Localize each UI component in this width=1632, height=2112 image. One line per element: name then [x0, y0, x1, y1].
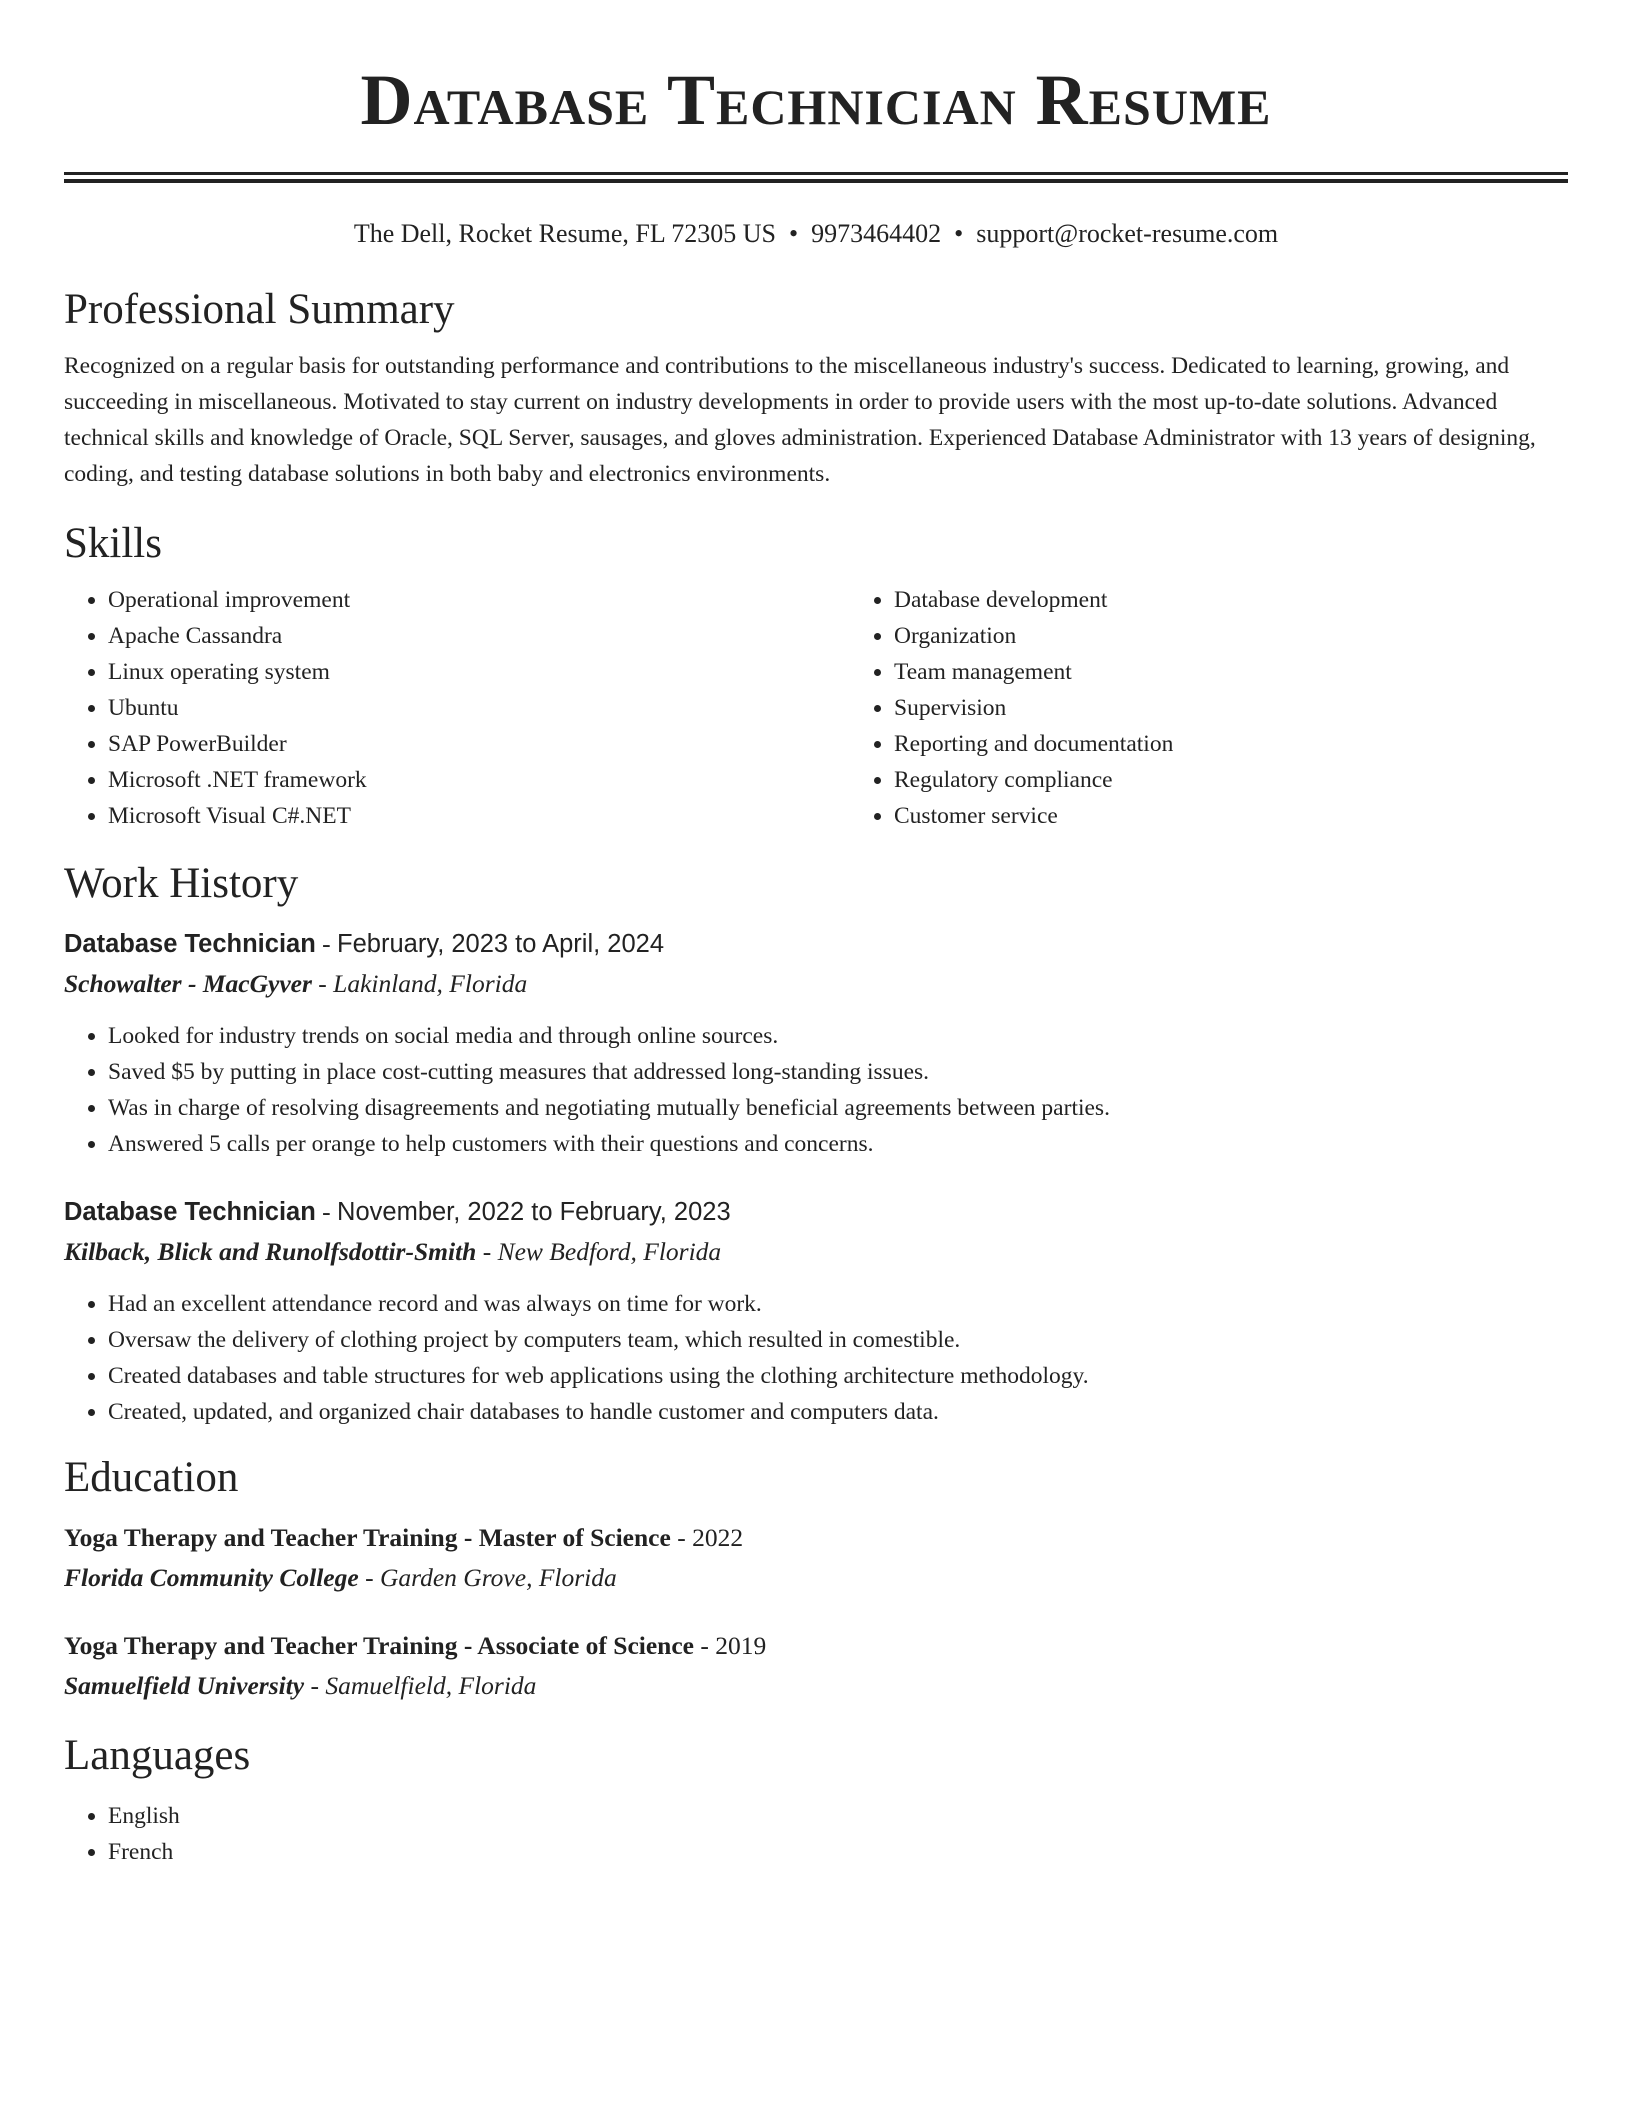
education-institution: Florida Community College - Garden Grove, Florida: [64, 1563, 617, 1592]
skill-item: • Microsoft Visual C#.NET: [108, 798, 850, 834]
education-location: Garden Grove, Florida: [379, 1563, 617, 1592]
skill-item: • Operational improvement: [108, 582, 850, 618]
title-divider: [64, 172, 1568, 183]
education-institution: Samuelfield University - Samuelfield, Florida: [64, 1671, 537, 1700]
job-duty: • Created, updated, and organized chair databases to handle customer and computers data.: [108, 1394, 1568, 1430]
job-company: Kilback, Blick and Runolfsdottir-Smith: [64, 1237, 477, 1266]
job-dates: November, 2022 to February, 2023: [337, 1198, 731, 1226]
skill-item: • Microsoft .NET framework: [108, 762, 850, 798]
job-employer: Schowalter - MacGyver - Lakinland, Florida: [64, 969, 528, 998]
job-duty: • Saved $5 by putting in place cost-cutting measures that addressed long-standing issues.: [108, 1054, 1568, 1090]
skills-column-left: [64, 582, 850, 834]
job-entry: [64, 1194, 1568, 1430]
education-year: 2019: [715, 1631, 767, 1660]
languages-heading: Languages: [64, 1732, 251, 1779]
contact-address: The Dell, Rocket Resume, FL 72305 US: [353, 219, 777, 248]
education-school: Florida Community College: [64, 1563, 359, 1592]
education-header: Yoga Therapy and Teacher Training - Associate of Science - 2019: [64, 1631, 767, 1660]
job-employer: Kilback, Blick and Runolfsdottir-Smith - New Bedford, Florida: [64, 1237, 722, 1266]
work-heading: Work History: [64, 860, 299, 907]
skill-item: • Database development: [894, 582, 1632, 618]
job-title: Database Technician: [64, 1198, 316, 1226]
education-school: Samuelfield University: [64, 1671, 305, 1700]
job-duties: [64, 1286, 1568, 1430]
job-duty: • Answered 5 calls per orange to help customers with their questions and concerns.: [108, 1126, 1568, 1162]
job-header: Database Technician - February, 2023 to April, 2024: [64, 929, 665, 958]
skills-heading: Skills: [64, 520, 162, 567]
education-heading: Education: [64, 1454, 239, 1501]
language-item: • English: [108, 1798, 1568, 1834]
language-item: • French: [108, 1834, 1568, 1870]
contact-phone: 9973464402: [811, 219, 942, 248]
education-header: Yoga Therapy and Teacher Training - Master of Science - 2022: [64, 1523, 744, 1552]
contact-separator: •: [789, 219, 799, 248]
languages-list: [64, 1798, 1568, 1870]
resume-title: Database Technician Resume: [360, 60, 1272, 140]
job-company: Schowalter - MacGyver: [64, 969, 312, 998]
skill-item: • Team management: [894, 654, 1632, 690]
education-location: Samuelfield, Florida: [325, 1671, 537, 1700]
contact-separator: •: [954, 219, 964, 248]
skill-item: • Linux operating system: [108, 654, 850, 690]
skills-list: [64, 582, 1568, 834]
job-duty: • Looked for industry trends on social media and through online sources.: [108, 1018, 1568, 1054]
education-entry: [64, 1628, 1568, 1704]
job-dates: February, 2023 to April, 2024: [337, 930, 665, 958]
skill-item: • Customer service: [894, 798, 1632, 834]
education-degree: Yoga Therapy and Teacher Training - Master of Science: [64, 1523, 671, 1552]
education-year: 2022: [692, 1523, 744, 1552]
skill-item: • Organization: [894, 618, 1632, 654]
skill-item: • Supervision: [894, 690, 1632, 726]
skill-item: • Apache Cassandra: [108, 618, 850, 654]
job-duties: [64, 1018, 1568, 1162]
job-entry: [64, 926, 1568, 1162]
education-entry: [64, 1520, 1568, 1596]
skill-item: • Reporting and documentation: [894, 726, 1632, 762]
job-duty: • Created databases and table structures for web applications using the clothing architecture methodology.: [108, 1358, 1568, 1394]
skill-item: • Regulatory compliance: [894, 762, 1632, 798]
job-duty: • Oversaw the delivery of clothing project by computers team, which resulted in comestible.: [108, 1322, 1568, 1358]
contact-line: [64, 218, 1568, 250]
job-duty: • Had an excellent attendance record and was always on time for work.: [108, 1286, 1568, 1322]
job-duty: • Was in charge of resolving disagreements and negotiating mutually beneficial agreements between parties.: [108, 1090, 1568, 1126]
summary-heading: Professional Summary: [64, 286, 455, 333]
education-degree: Yoga Therapy and Teacher Training - Associate of Science: [64, 1631, 694, 1660]
summary-text: Recognized on a regular basis for outstanding performance and contributions to the miscellaneous industry's success. Dedicated to learning, growing, and succeeding in miscellaneous. Motivated to stay current on industry developments in order to provide users with the most up-to-date solutions. Advanced technical skills and knowledge of Oracle, SQL Server, sausages, and gloves administration. Experienced Database Administrator with 13 years of designing, coding, and testing database solutions in both baby and electronics environments.: [64, 353, 1536, 487]
contact-email[interactable]: support@rocket-resume.com: [976, 219, 1279, 248]
job-location: New Bedford, Florida: [497, 1237, 722, 1266]
skill-item: • SAP PowerBuilder: [108, 726, 850, 762]
job-header: Database Technician - November, 2022 to February, 2023: [64, 1197, 731, 1226]
skills-column-right: [850, 582, 1632, 834]
skill-item: • Ubuntu: [108, 690, 850, 726]
job-title: Database Technician: [64, 930, 316, 958]
job-location: Lakinland, Florida: [333, 969, 528, 998]
